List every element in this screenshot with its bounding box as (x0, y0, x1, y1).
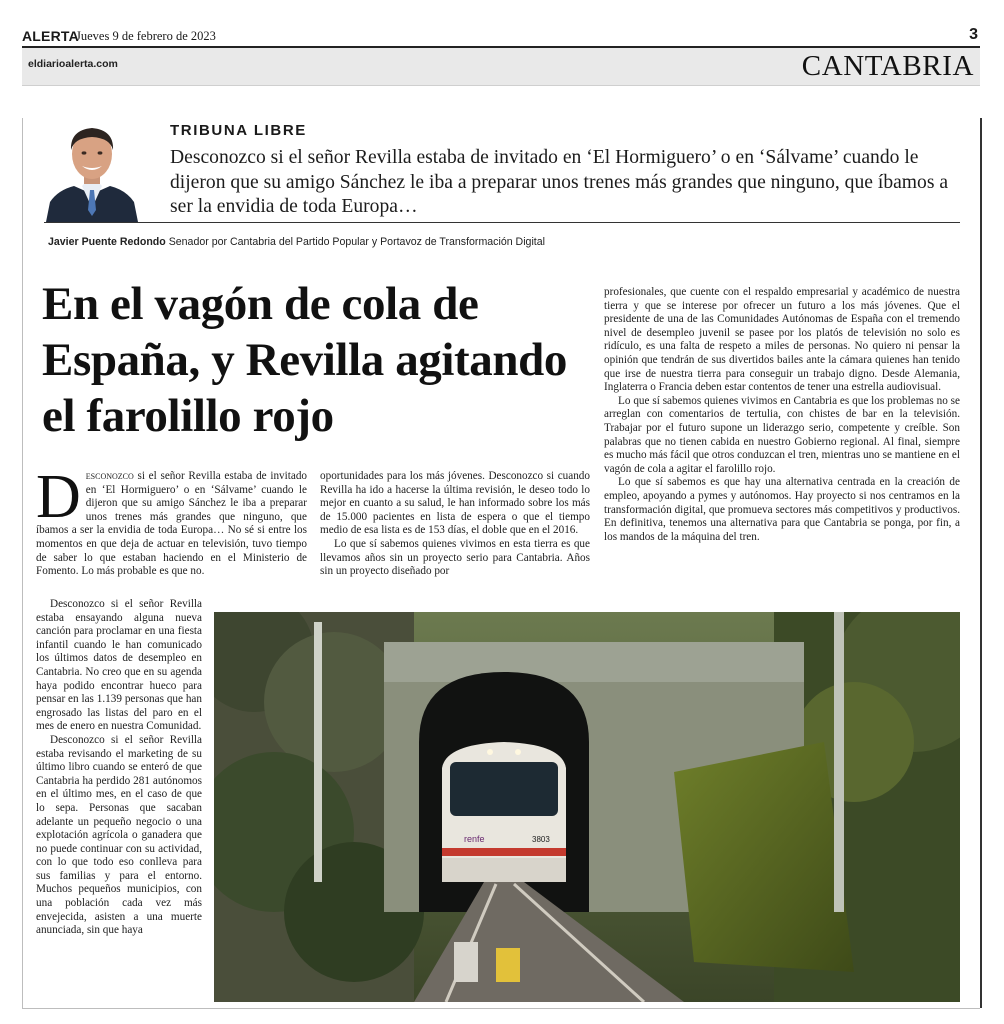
headline: En el vagón de cola de España, y Revilla agitando el farolillo rojo (42, 278, 567, 442)
article-paragraph: Desconozco si el señor Revilla estaba ensayando alguna nueva canción para proclamar en una fiesta infantil cuando le han comunicado los últimos datos de desempleo en Cantabria. No creo que en su agenda haya podido encontrar hueco para pensar en las 1.139 personas que han engrosado las listas del paro en el mes de enero en nuestra Comunidad. (36, 598, 202, 733)
article-column-1-top (36, 470, 307, 612)
page-number: 3 (969, 26, 978, 43)
section-bar (22, 48, 980, 86)
article-paragraph (36, 470, 307, 579)
website-url: eldiarioalerta.com (28, 58, 118, 70)
right-column-rule (980, 118, 982, 1008)
left-column-rule (22, 118, 23, 1008)
article-column-3 (604, 286, 960, 604)
newspaper-brand: ALERTA (22, 28, 79, 44)
article-paragraph: profesionales, que cuente con el respaldo empresarial y académico de nuestra tierra y que se interese por ofrecer un futuro a los más jóvenes. Que el presidente de una de las Comunidades Autónomas de España con el tremendo nivel de desempleo juvenil se pasee por los platós de televisión no solo es ridículo, es una falta de respeto a miles de personas. No quiero ni pensar la opinión que tendrán de sus divertidos bailes ante la cámara quienes han tenido que irse de nuestra tierra para conseguir un trabajo digno. Desde Alemania, Inglaterra o Francia deben estar contentos de tener una estrella audiovisual. (604, 286, 960, 394)
bottom-rule (22, 1008, 980, 1009)
train-tunnel-illustration (214, 612, 960, 1002)
article-text: si el señor Revilla estaba de invitado en ‘El Hormiguero’ o en ‘Sálvame’ cuando le dijeron que su amigo Sánchez le iba a preparar unos trenes más grandes que ninguno, que íbamos a ser la envidia de toda Europa… No sé si entre los momentos en que deja de actuar en televisión, tuvo tiempo de saber lo que estaban haciendo en el Ministerio de Fomento. Lo más probable es que no. (36, 470, 307, 578)
train-tunnel-photo (214, 612, 960, 1002)
issue-date: Jueves 9 de febrero de 2023 (76, 29, 216, 43)
byline (48, 236, 545, 248)
tribuna-rule (44, 222, 960, 223)
article-paragraph: Desconozco si el señor Revilla estaba revisando el marketing de su último libro cuando se enteró de que Cantabria ha perdido 281 autónomos en el último mes, en el caso de que lo sepa. Personas que sacaban adelante un pequeño negocio o una explotación agrícola o ganadera que no puede continuar con su actividad, con lo que todo eso conlleva para sus familias y para el entorno. Muchos pequeños municipios, con una población cada vez más envejecida, asisten a una muerte anunciada, sin que haya (36, 733, 202, 937)
article-paragraph: Lo que sí sabemos es que hay una alternativa centrada en la creación de empleo, apoyando a pymes y autónomos. Hay proyecto si nos centramos en la transformación digital, que promueva sectores más competitivos y productivos. En definitiva, tenemos una alternativa para que Cantabria se ponga, por fin, a los mandos de la máquina del tren. (604, 476, 960, 543)
author-role: Senador por Cantabria del Partido Popular y Portavoz de Transformación Digital (168, 236, 545, 248)
article-paragraph: Lo que sí sabemos quienes vivimos en Cantabria es que los problemas no se arreglan con comentarios de tertulia, con chistes de bar en la televisión. Trabajar por el futuro supone un liderazgo serio, competente y creíble. Son palabras que no tienen cabida en nuestro Gobierno regional. Al final, siempre es mucho más fácil que otros conduzcan el tren, mientras uno se mantiene en el vagón de cola a agitar el farolillo rojo. (604, 394, 960, 475)
train-number: 3803 (532, 835, 550, 844)
tribuna-kicker: TRIBUNA LIBRE (170, 122, 307, 139)
lead-smallcaps: esconozco (85, 470, 134, 482)
masthead-top (22, 26, 980, 48)
author-portrait (44, 120, 140, 222)
article-paragraph: Lo que sí sabemos quienes vivimos en esta tierra es que llevamos años sin un proyecto serio para Cantabria. Años sin un proyecto diseñado por (320, 537, 590, 578)
article-column-2 (320, 470, 590, 606)
train-brand: renfe (464, 834, 485, 844)
author-name: Javier Puente Redondo (48, 236, 166, 248)
article-paragraph: oportunidades para los más jóvenes. Desconozco si cuando Revilla ha ido a hacerse la última revisión, le deseo todo lo mejor en cuanto a su salud, le han informado sobre los más de 15.000 pacientes en lista de espera o que el tiempo medio de esa lista es de 153 días, el doble que en el 2016. (320, 470, 590, 537)
section-title: CANTABRIA (801, 50, 974, 82)
author-portrait-illustration (44, 120, 140, 222)
dropcap: D (36, 470, 81, 531)
article-column-1-bottom (36, 598, 202, 1004)
tribuna-quote: Desconozco si el señor Revilla estaba de invitado en ‘El Hormiguero’ o en ‘Sálvame’ cuando le dijeron que su amigo Sánchez le iba a preparar unos trenes más grandes que ninguno, que íbamos a ser la envidia de toda Europa… (170, 147, 949, 217)
